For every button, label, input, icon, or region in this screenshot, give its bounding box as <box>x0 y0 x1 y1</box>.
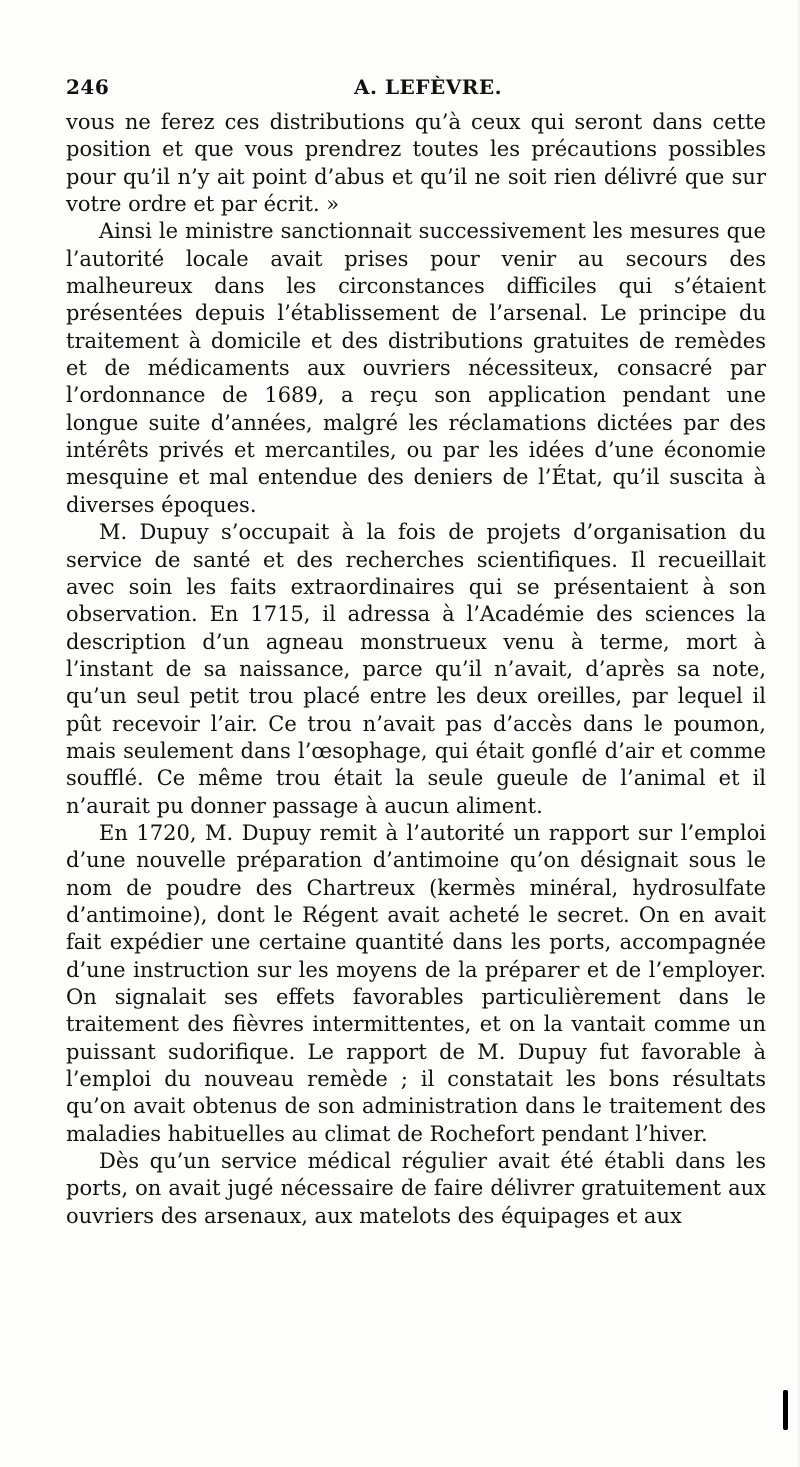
page-edge-shadow <box>796 0 800 1467</box>
body-text <box>66 109 766 1230</box>
paragraph-antimony-report: En 1720, M. Dupuy remit à l’autorité un rapport sur l’emploi d’une nouvelle préparation d’antimoine qu’on désignait sous le nom de poudre des Chartreux (kermès minéral, hydrosulfate d’antimoine), dont le Régent avait acheté le secret. On en avait fait expédier une certaine quantité dans les ports, accompagnée d’une instruction sur les moyens de la préparer et de l’employer. On signalait ses effets favorables particulièrement dans le traitement des fièvres intermittentes, et on la vantait comme un puissant sudorifique. Le rapport de M. Dupuy fut favorable à l’emploi du nouveau remède ; il constatait les bons résultats qu’on avait obtenus de son administration dans le traitement des maladies habituelles au climat de Rochefort pendant l’hiver. <box>66 820 766 1146</box>
paragraph-medical-service: Dès qu’un service médical régulier avait été établi dans les ports, on avait jugé nécessaire de faire délivrer gratuitement aux ouvriers des arsenaux, aux matelots des équipages et aux <box>66 1149 766 1228</box>
paragraph-continuation: vous ne ferez ces distributions qu’à ceux qui seront dans cette position et que vous prendrez toutes les précautions possibles pour qu’il n’y ait point d’abus et qu’il ne soit rien délivré que sur votre ordre et par écrit. » <box>66 110 766 217</box>
margin-mark <box>783 1390 788 1430</box>
page-number: 246 <box>66 75 110 99</box>
page-header <box>66 70 760 104</box>
paragraph-dupuy-research: M. Dupuy s’occupait à la fois de projets d’organisation du service de santé et des recherches scientifiques. Il recueillait avec soin les faits extraordinaires qui se présentaient à son observation. En 1715, il adressa à l’Académie des sciences la description d’un agneau monstrueux venu à terme, mort à l’instant de sa naissance, parce qu’il n’avait, d’après sa note, qu’un seul petit trou placé entre les deux oreilles, par lequel il pût recevoir l’air. Ce trou n’avait pas d’accès dans le poumon, mais seulement dans l’œsophage, qui était gonflé d’air et comme soufflé. Ce même trou était la seule gueule de l’animal et il n’aurait pu donner passage à aucun aliment. <box>66 520 766 818</box>
running-head: A. LEFÈVRE. <box>354 75 503 99</box>
paragraph-minister-measures: Ainsi le ministre sanctionnait successivement les mesures que l’autorité locale avait prises pour venir au secours des malheureux dans les circonstances difficiles qui s’étaient présentées depuis l’établissement de l’arsenal. Le principe du traitement à domicile et des distributions gratuites de remèdes et de médicaments aux ouvriers nécessiteux, consacré par l’ordonnance de 1689, a reçu son application pendant une longue suite d’années, malgré les réclamations dictées par des intérêts privés et mercantiles, ou par les idées d’une économie mesquine et mal entendue des deniers de l’État, qu’il suscita à diverses époques. <box>66 219 766 517</box>
